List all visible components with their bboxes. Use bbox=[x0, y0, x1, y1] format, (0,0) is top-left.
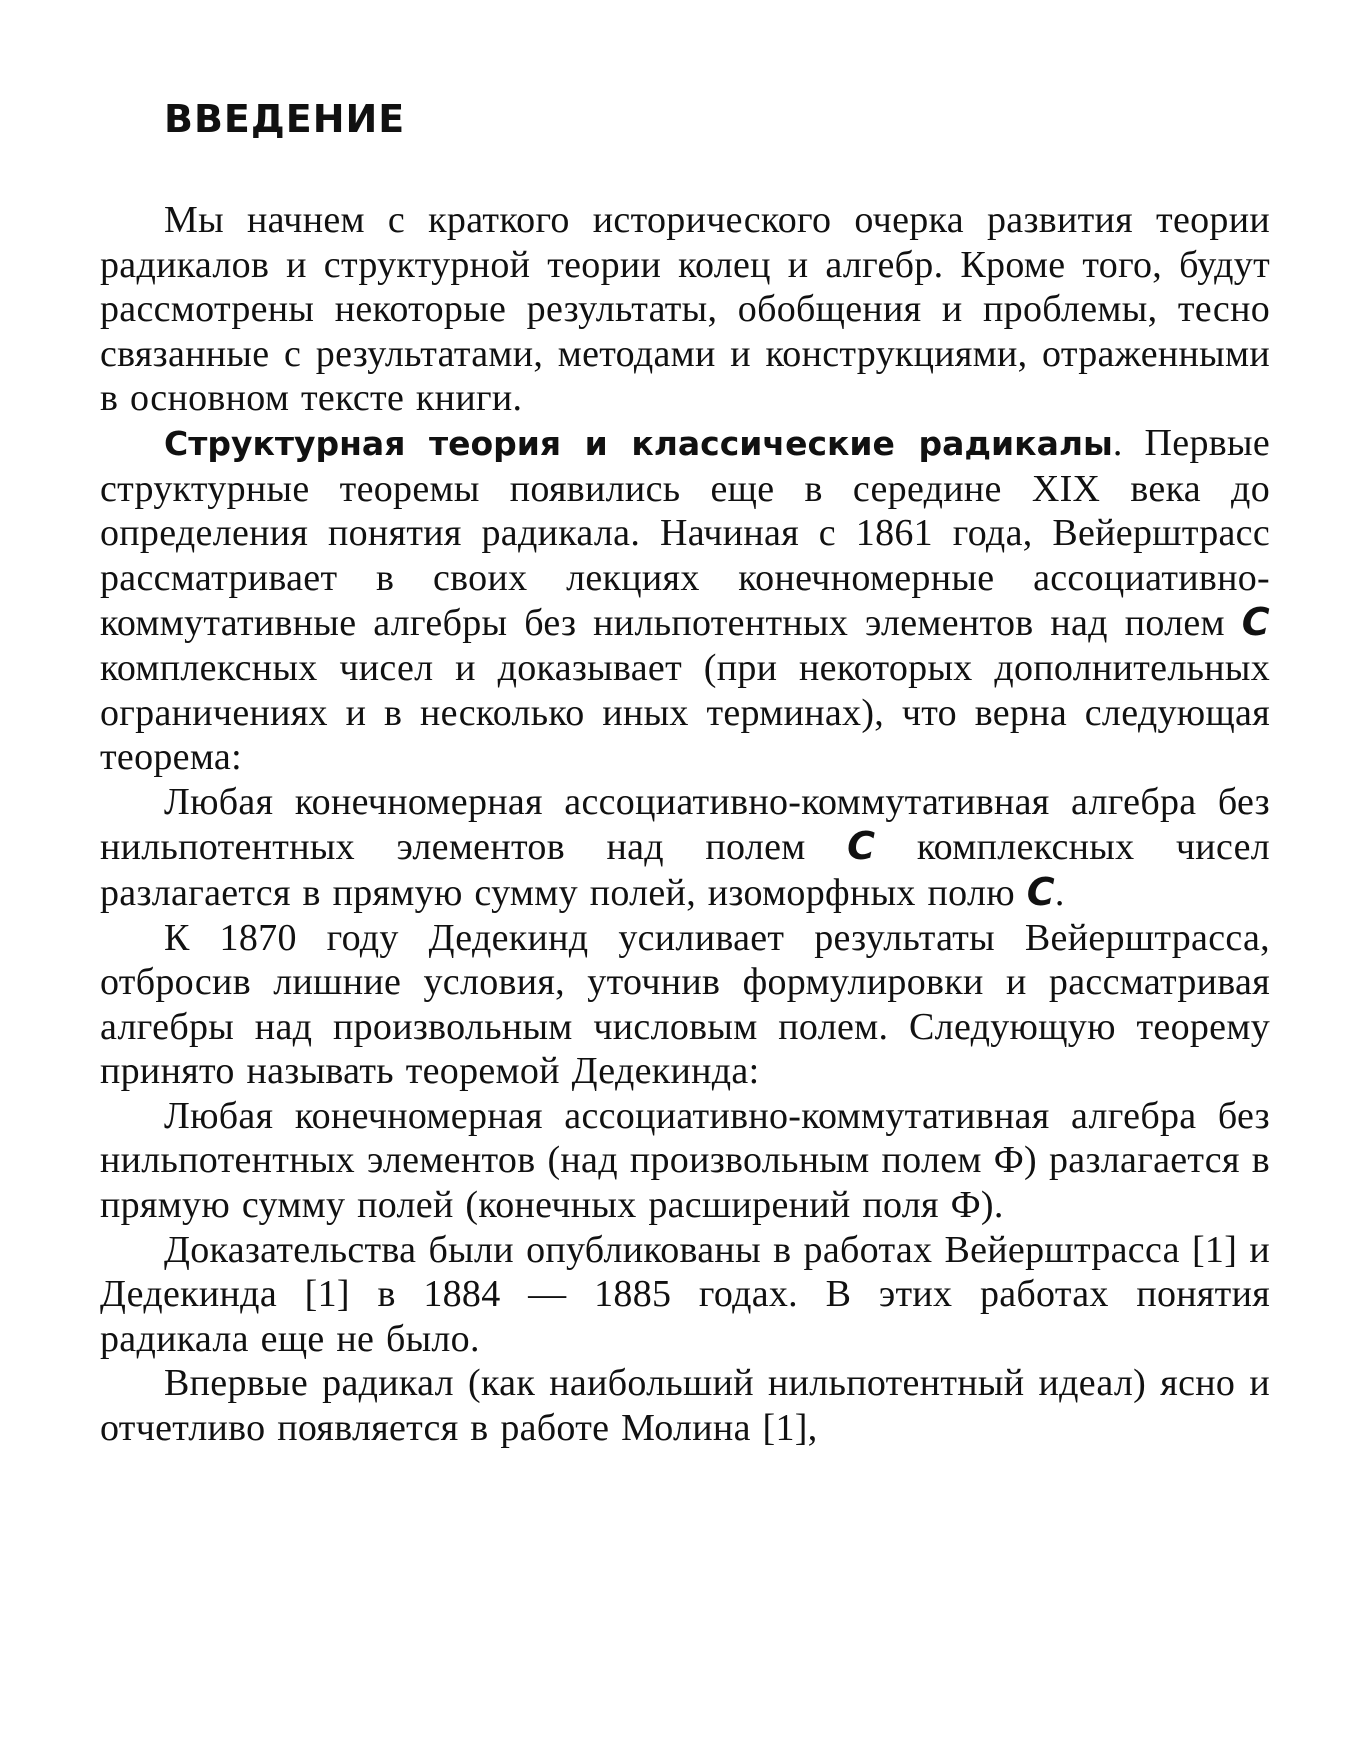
paragraph-intro: Мы начнем с краткого исторического очерка развития теории радикалов и структурной теории колец и алгебр. Кроме того, будут рассмотрены некоторые результаты, обобщения и проблемы, тесно связанные с результатами, методами и конструкциями, отраженными в основном тексте книги. bbox=[100, 199, 1270, 420]
paragraph-text: комплексных чисел разлагается в прямую сумму полей, изоморфных полю bbox=[100, 826, 1270, 914]
section-lead-heading: Структурная теория и классические радикалы bbox=[164, 423, 1113, 463]
paragraph-structural-theory bbox=[100, 421, 1270, 780]
theorem-dedekind: Любая конечномерная ассоциативно-коммутативная алгебра без нильпотентных элементов (над произвольным полем Ф) разлагается в прямую сумму полей (конечных расширений поля Ф). bbox=[100, 1094, 1270, 1227]
math-symbol-c: C bbox=[847, 824, 876, 869]
paragraph-molien: Впервые радикал (как наибольший нильпотентный идеал) ясно и отчетливо появляется в работе Молина [1], bbox=[100, 1362, 1270, 1450]
paragraph-text: комплексных чисел и доказывает (при некоторых дополнительных ограничениях и в несколько иных терминах), что верна следующая теорема: bbox=[100, 646, 1270, 779]
theorem-weierstrass bbox=[100, 780, 1270, 916]
paragraph-text: Любая конечномерная ассоциативно-коммутативная алгебра без нильпотентных элементов над полем bbox=[100, 780, 1270, 869]
math-symbol-c: C bbox=[1026, 869, 1055, 914]
paragraph-text: . bbox=[1054, 871, 1065, 914]
document-page bbox=[100, 80, 1270, 1451]
math-symbol-c: C bbox=[1241, 600, 1270, 645]
document-body bbox=[100, 198, 1270, 1451]
paragraph-publications: Доказательства были опубликованы в работах Вейерштрасса [1] и Дедекинда [1] в 1884 — 1885 годах. В этих работах понятия радикала еще не было. bbox=[100, 1228, 1270, 1360]
page-title: ВВЕДЕНИЕ bbox=[164, 97, 406, 141]
paragraph-text: . Первые структурные теоремы появились еще в середине XIX века до определения понятия радикала. Начиная с 1861 года, Вейерштрасс рассматривает в своих лекциях конечномерные ассоциативно-коммутативные алгебры без нильпотентных элементов над полем bbox=[100, 421, 1270, 645]
paragraph-dedekind: К 1870 году Дедекинд усиливает результаты Вейерштрасса, отбросив лишние условия, уточнив формулировки и рассматривая алгебры над произвольным числовым полем. Следующую теорему принято называть теоремой Дедекинда: bbox=[100, 916, 1270, 1093]
